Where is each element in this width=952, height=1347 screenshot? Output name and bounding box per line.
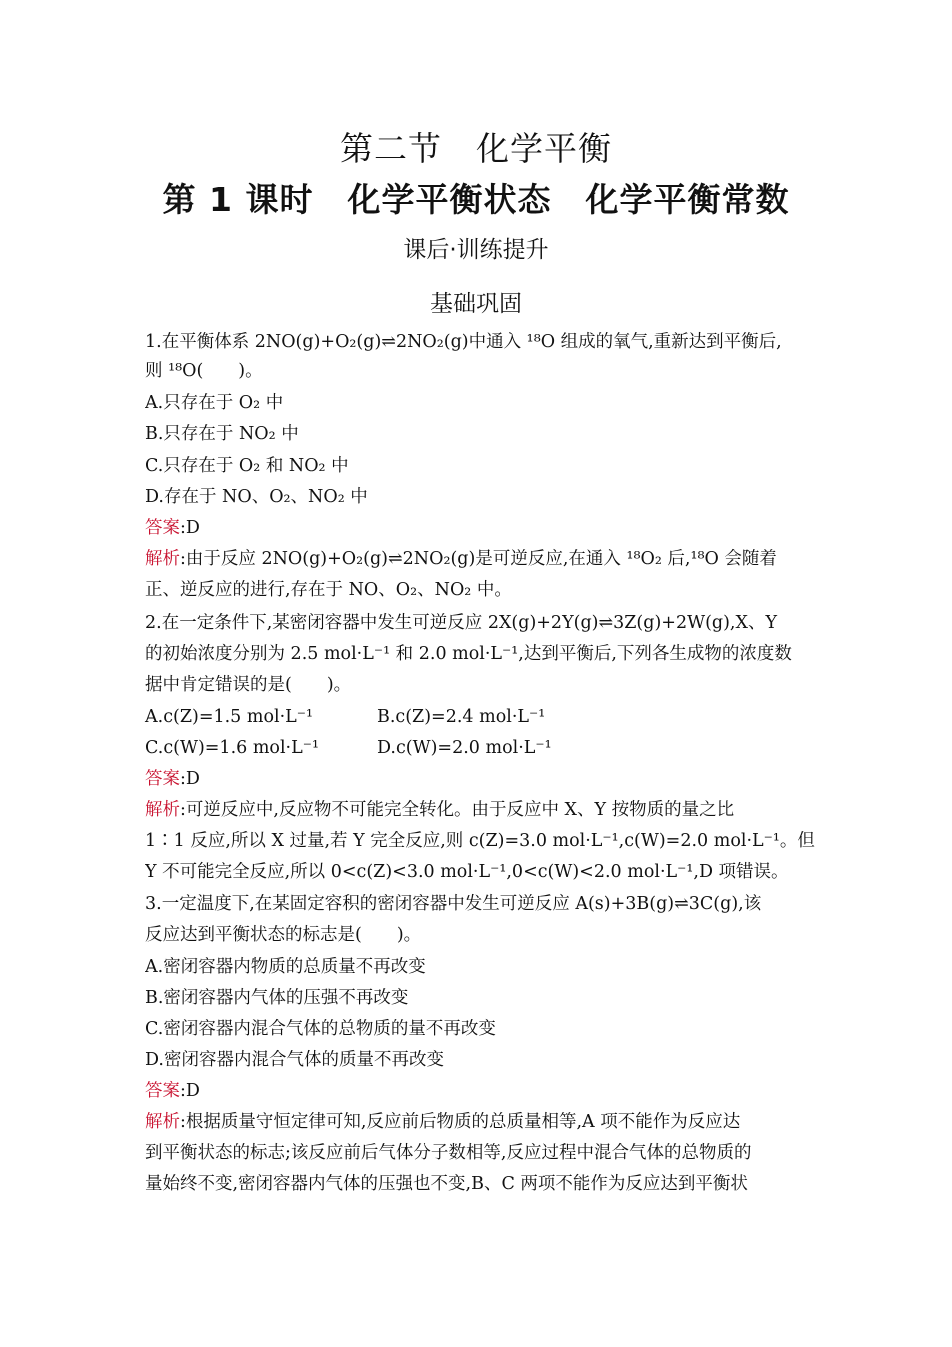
q2-option-d: D.c(W)=2.0 mol·L⁻¹ [377, 738, 552, 758]
analysis-label: 解析 [145, 1112, 180, 1132]
section-title: 第二节 化学平衡 [340, 129, 612, 168]
q1-answer-value: :D [180, 518, 200, 538]
q2-analysis-line-2: 1∶1 反应,所以 X 过量,若 Y 完全反应,则 c(Z)=3.0 mol·L⁻¹,c(W)=2.0 mol·L⁻¹。但 [145, 831, 815, 851]
q2-stem-line-2: 的初始浓度分别为 2.5 mol·L⁻¹ 和 2.0 mol·L⁻¹,达到平衡后,下列各生成物的浓度数 [145, 644, 792, 664]
q3-stem-line-1: 3.一定温度下,在某固定容积的密闭容器中发生可逆反应 A(s)+3B(g)⇌3C(g),该 [145, 894, 762, 914]
q1-option-a: A.只存在于 O₂ 中 [145, 393, 284, 413]
q1-answer [145, 517, 815, 539]
q2-stem-line-1: 2.在一定条件下,某密闭容器中发生可逆反应 2X(g)+2Y(g)⇌3Z(g)+2W(g),X、Y [145, 613, 778, 633]
q2-option-b: B.c(Z)=2.4 mol·L⁻¹ [377, 707, 546, 727]
q2-stem-line-3: 据中肯定错误的是( )。 [145, 675, 352, 695]
q3-analysis-line-1 [145, 1111, 815, 1133]
q1-option-b: B.只存在于 NO₂ 中 [145, 424, 299, 444]
q3-answer-value: :D [180, 1081, 200, 1101]
q2-answer [145, 768, 815, 790]
analysis-label: 解析 [145, 800, 180, 820]
q1-option-c: C.只存在于 O₂ 和 NO₂ 中 [145, 456, 349, 476]
q3-option-c: C.密闭容器内混合气体的总物质的量不再改变 [145, 1019, 496, 1039]
q2-analysis-line-1 [145, 799, 815, 821]
q2-option-a: A.c(Z)=1.5 mol·L⁻¹ [145, 707, 314, 727]
q3-analysis-text-1: :根据质量守恒定律可知,反应前后物质的总质量相等,A 项不能作为反应达 [180, 1112, 741, 1132]
q3-option-d: D.密闭容器内混合气体的质量不再改变 [145, 1050, 444, 1070]
lesson-title: 第 1 课时 化学平衡状态 化学平衡常数 [162, 180, 790, 219]
q1-analysis-line-1 [145, 548, 815, 570]
q2-analysis-text-1: :可逆反应中,反应物不可能完全转化。由于反应中 X、Y 按物质的量之比 [180, 800, 735, 820]
q2-option-c: C.c(W)=1.6 mol·L⁻¹ [145, 738, 319, 758]
q1-analysis-text-1: :由于反应 2NO(g)+O₂(g)⇌2NO₂(g)是可逆反应,在通入 ¹⁸O₂ 后,¹⁸O 会随着 [180, 549, 777, 569]
q3-analysis-line-2: 到平衡状态的标志;该反应前后气体分子数相等,反应过程中混合气体的总物质的 [145, 1143, 752, 1163]
answer-label: 答案 [145, 769, 180, 789]
q3-answer [145, 1080, 815, 1102]
q1-stem-line-2: 则 ¹⁸O( )。 [145, 361, 263, 381]
q1-stem-line-1: 1.在平衡体系 2NO(g)+O₂(g)⇌2NO₂(g)中通入 ¹⁸O 组成的氧气,重新达到平衡后, [145, 332, 782, 352]
answer-label: 答案 [145, 1081, 180, 1101]
analysis-label: 解析 [145, 549, 180, 569]
q3-analysis-line-3: 量始终不变,密闭容器内气体的压强也不变,B、C 两项不能作为反应达到平衡状 [145, 1174, 748, 1194]
q1-option-d: D.存在于 NO、O₂、NO₂ 中 [145, 487, 368, 507]
q3-option-b: B.密闭容器内气体的压强不再改变 [145, 988, 409, 1008]
q2-analysis-line-3: Y 不可能完全反应,所以 0<c(Z)<3.0 mol·L⁻¹,0<c(W)<2.0 mol·L⁻¹,D 项错误。 [145, 862, 789, 882]
q3-stem-line-2: 反应达到平衡状态的标志是( )。 [145, 925, 422, 945]
part-title: 基础巩固 [430, 291, 522, 317]
q2-answer-value: :D [180, 769, 200, 789]
q1-analysis-line-2: 正、逆反应的进行,存在于 NO、O₂、NO₂ 中。 [145, 580, 512, 600]
answer-label: 答案 [145, 518, 180, 538]
subtitle: 课后·训练提升 [403, 237, 549, 263]
q3-option-a: A.密闭容器内物质的总质量不再改变 [145, 957, 426, 977]
